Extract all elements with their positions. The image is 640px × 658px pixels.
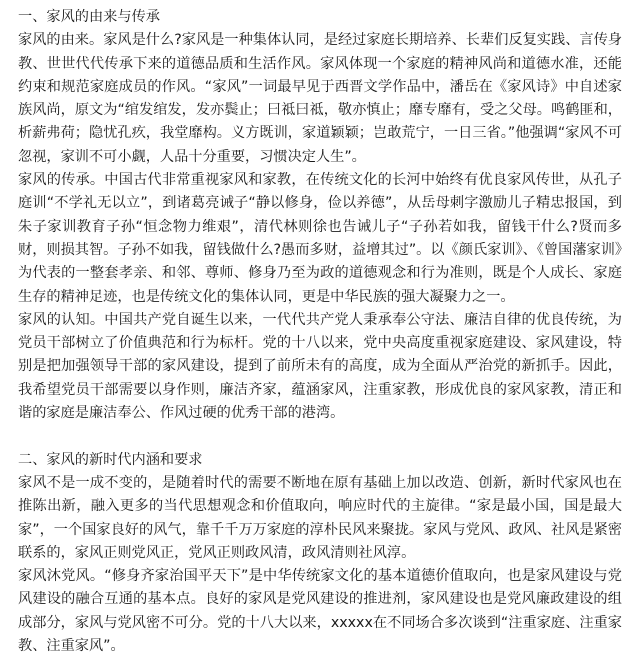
paragraph-new-era-intro: 家风不是一成不变的，是随着时代的需要不断地在原有基础上加以改造、创新，新时代家风也在推陈出新，融入更多的当代思想观念和价值取向，响应时代的主旋律。“家是最小国，国是最大家”，一个国家良好的风气，靠千千万万家庭的淳朴民风来聚拢。家风与党风、政风、社风是紧密联系的，家风正则党风正，党风正则政风清，政风清则社风淳。 <box>18 474 622 561</box>
section-heading-new-era: 二、家风的新时代内涵和要求 <box>18 451 203 468</box>
section-heading-origin: 一、家风的由来与传承 <box>18 9 160 25</box>
paragraph-cognition: 家风的认知。中国共产党自诞生以来，一代代共产党人秉承奉公守法、廉洁自律的优良传统，为党员干部树立了价值典范和行为标杆。党的十八以来，党中央高度重视家庭建设、家风建设，特别是把加强领导干部的家风建设，提到了前所未有的高度，成为全面从严治党的新抓手。因此，我希望党员干部需要以身作则，廉洁齐家，蕴涵家风，注重家教，形成优良的家风家教，清正和谐的家庭是廉洁奉公、作风过硬的优秀干部的港湾。 <box>18 311 622 422</box>
section-spacer <box>18 425 622 448</box>
paragraph-inheritance: 家风的传承。中国古代非常重视家风和家教，在传统文化的长河中始终有优良家风传世，从孔子庭训“不学礼无以立”，到诸葛亮诫子“静以修身，俭以养德”，从岳母刺字激励儿子精忠报国，到朱子家训教育子孙“恒念物力维艰”，清代林则徐也告诫儿子“子孙若如我，留钱干什么?贤而多财，则损其智。子孙不如我，留钱做什么?愚而多财，益增其过”。以《颜氏家训》、《曾国藩家训》为代表的一整套孝亲、和邻、尊师、修身乃至为政的道德观念和行为准则，既是个人成长、家庭生存的精神足迹，也是传统文化的集体认同，更是中华民族的强大凝聚力之一。 <box>18 172 622 305</box>
paragraph-family-party-style: 家风沐党风。“修身齐家治国平天下”是中华传统家文化的基本道德价值取向，也是家风建设与党风建设的融合互通的基本点。良好的家风是党风建设的推进剂，家风建设也是党风廉政建设的组成部分，家风与党风密不可分。党的十八大以来，xxxxx在不同场合多次谈到“注重家庭、注重家教、注重家风”。 <box>18 568 622 655</box>
paragraph-origin: 家风的由来。家风是什么?家风是一种集体认同，是经过家庭长期培养、长辈们反复实践、言传身教、世世代代传承下来的道德品质和生活作风。家风体现一个家庭的精神风尚和道德水准，还能约束和规范家庭成员的作风。“家风”一词最早见于西晋文学作品中，潘岳在《家风诗》中自述家族风尚，原文为“绾发绾发，发亦鬓止；曰祗曰祗，敬亦慎止；靡专靡有，受之父母。鸣鹤匪和，析薪弗荷；隐忧孔疚，我堂靡构。义方既训，家道颖颖；岂敢荒宁，一日三省。”他强调“家风不可忽视，家训不可小觑，人品十分重要，习惯决定人生”。 <box>18 32 622 165</box>
